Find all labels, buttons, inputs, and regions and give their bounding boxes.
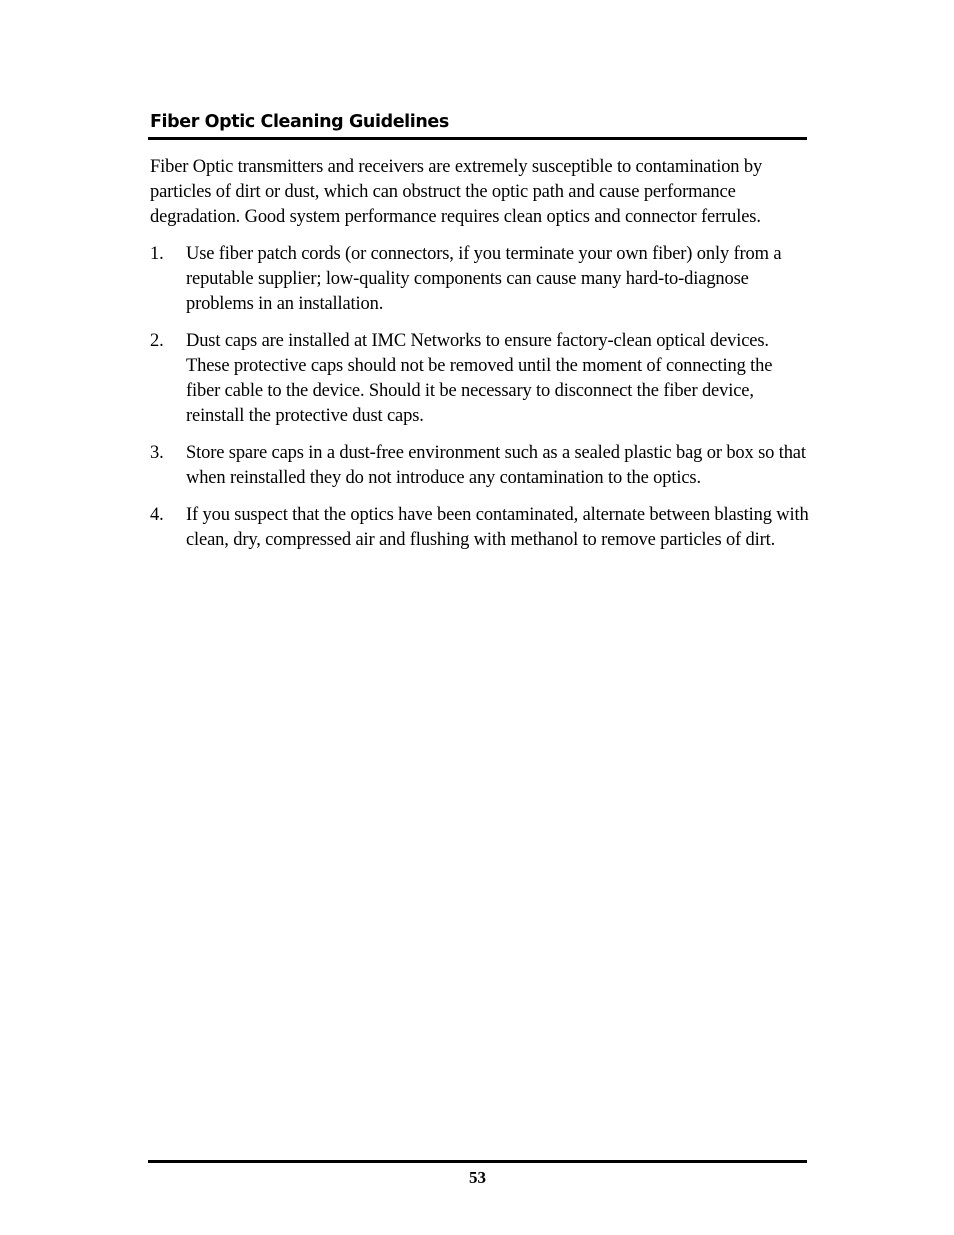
page-number: 53	[469, 1168, 486, 1187]
guideline-list	[150, 242, 810, 553]
footer-rule	[148, 1160, 807, 1163]
guideline-number: 4.	[150, 505, 164, 525]
heading-rule	[148, 137, 807, 140]
guideline-item-2	[150, 329, 810, 429]
guideline-item-1	[150, 242, 810, 317]
guideline-text: Dust caps are installed at IMC Networks to ensure factory-clean optical devices. These protective caps should not be removed until the moment of connecting the fiber cable to the device. Should it be necessary to disconnect the fiber device, reinstall the protective dust caps.	[186, 331, 773, 426]
section-heading: Fiber Optic Cleaning Guidelines	[150, 112, 449, 132]
guideline-item-3	[150, 441, 810, 491]
guideline-number: 2.	[150, 331, 164, 351]
guideline-text: Use fiber patch cords (or connectors, if you terminate your own fiber) only from a reputable supplier; low-quality components can cause many hard-to-diagnose problems in an installation.	[186, 244, 782, 314]
guideline-text: Store spare caps in a dust-free environment such as a sealed plastic bag or box so that when reinstalled they do not introduce any contamination to the optics.	[186, 443, 806, 488]
guideline-text: If you suspect that the optics have been contaminated, alternate between blasting with clean, dry, compressed air and flushing with methanol to remove particles of dirt.	[186, 505, 809, 550]
intro-paragraph: Fiber Optic transmitters and receivers are extremely susceptible to contamination by particles of dirt or dust, which can obstruct the optic path and cause performance degradation. Good system performance requires clean optics and connector ferrules.	[150, 157, 763, 227]
guideline-number: 3.	[150, 443, 164, 463]
section-body	[150, 155, 810, 565]
guideline-number: 1.	[150, 244, 164, 264]
guideline-item-4	[150, 503, 810, 553]
